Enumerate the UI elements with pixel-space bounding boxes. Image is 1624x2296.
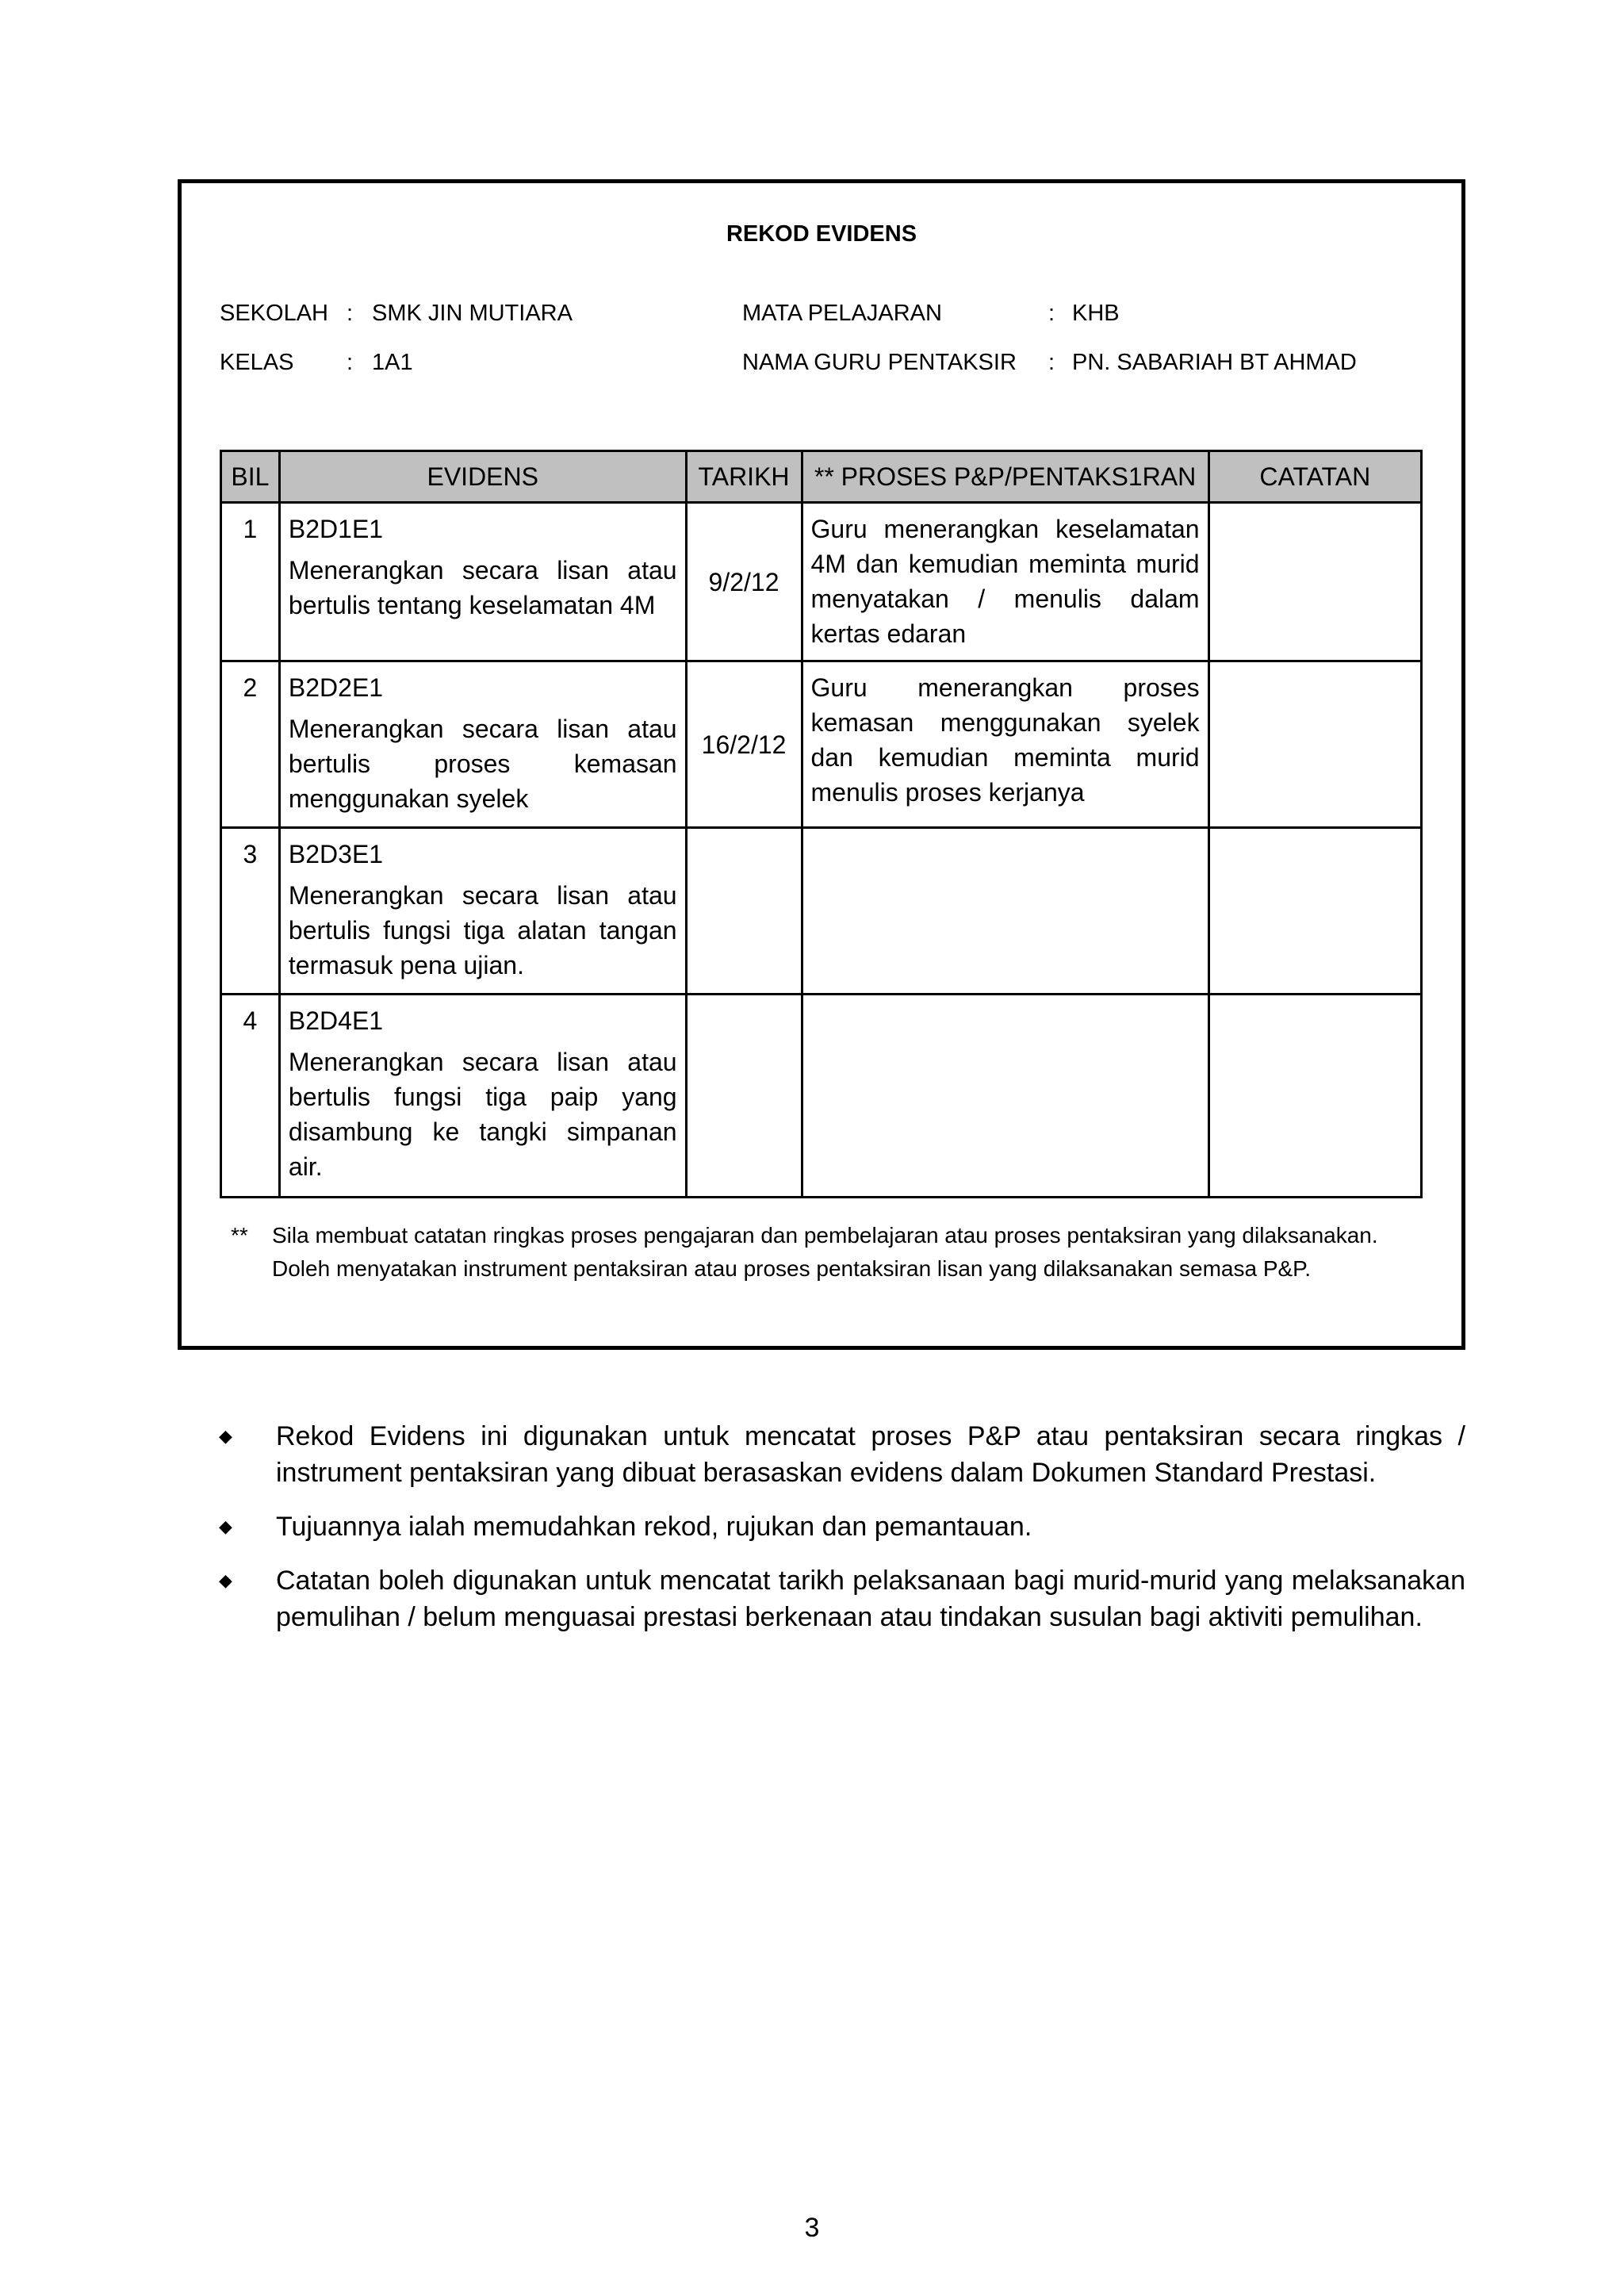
cell-bil: 1 [221, 503, 280, 661]
evidence-description: Menerangkan secara lisan atau bertulis fungsi tiga paip yang disambung ke tangki simpanan air. [288, 1048, 677, 1181]
notes-list [214, 1418, 1465, 1653]
cell-evidens [279, 995, 686, 1198]
cell-evidens [279, 661, 686, 828]
evidence-description: Menerangkan secara lisan atau bertulis proses kemasan menggunakan syelek [288, 715, 677, 813]
evidence-description: Menerangkan secara lisan atau bertulis tentang keselamatan 4M [288, 556, 677, 619]
header-proses: ** PROSES P&P/PENTAKS1RAN [802, 451, 1208, 503]
mapel-label: MATA PELAJARAN [742, 301, 942, 326]
cell-bil: 3 [221, 828, 280, 995]
form-title: REKOD EVIDENS [726, 221, 917, 247]
note-text: Tujuannya ialah memudahkan rekod, rujukan dan pemantauan. [276, 1512, 1032, 1542]
evidence-code: B2D3E1 [288, 840, 384, 868]
cell-tarikh [686, 995, 802, 1198]
evidence-code: B2D1E1 [288, 515, 384, 543]
header-evidens: EVIDENS [279, 451, 686, 503]
cell-evidens [279, 503, 686, 661]
kelas-label: KELAS [220, 350, 294, 375]
note-text: Rekod Evidens ini digunakan untuk mencatat proses P&P atau pentaksiran secara ringkas / instrument pentaksiran yang dibuat berasaskan evidens dalam Dokumen Standard Prestasi. [276, 1421, 1465, 1488]
cell-evidens [279, 828, 686, 995]
table-row [221, 503, 1422, 661]
sekolah-value: SMK JIN MUTIARA [372, 301, 573, 326]
cell-tarikh: 9/2/12 [686, 503, 802, 661]
page-number: 3 [804, 2213, 820, 2243]
header-catatan: CATATAN [1208, 451, 1421, 503]
meta-sekolah [220, 301, 775, 332]
evidence-table [220, 450, 1423, 1198]
meta-guru [742, 350, 1424, 381]
meta-kelas [220, 350, 775, 381]
guru-value: PN. SABARIAH BT AHMAD [1072, 350, 1357, 375]
kelas-colon: : [347, 350, 354, 375]
kelas-value: 1A1 [372, 350, 413, 375]
diamond-bullet-icon: ◆ [219, 1570, 232, 1590]
cell-bil: 2 [221, 661, 280, 828]
list-item [214, 1562, 1465, 1635]
evidence-description: Menerangkan secara lisan atau bertulis fungsi tiga alatan tangan termasuk pena ujian. [288, 881, 677, 979]
cell-proses: Guru menerangkan proses kemasan menggunakan syelek dan kemudian meminta murid menulis proses kerjanya [802, 661, 1208, 828]
footnote-text: Sila membuat catatan ringkas proses pengajaran dan pembelajaran atau proses pentaksiran yang dilaksanakan. Doleh menyatakan instrument pentaksiran atau proses pentaksiran lisan yang dilaksanakan semasa P&P. [272, 1223, 1378, 1281]
table-row [221, 661, 1422, 828]
list-item [214, 1418, 1465, 1491]
cell-proses: Guru menerangkan keselamatan 4M dan kemudian meminta murid menyatakan / menulis dalam kertas edaran [802, 503, 1208, 661]
diamond-bullet-icon: ◆ [219, 1516, 232, 1536]
guru-colon: : [1048, 350, 1055, 375]
table-row [221, 995, 1422, 1198]
evidence-code: B2D2E1 [288, 673, 384, 702]
evidence-record-form [178, 179, 1465, 1350]
cell-catatan [1208, 503, 1421, 661]
mapel-value: KHB [1072, 301, 1120, 326]
header-bil: BIL [221, 451, 280, 503]
table-header-row [221, 451, 1422, 503]
cell-proses [802, 828, 1208, 995]
meta-mata-pelajaran [742, 301, 1424, 332]
mapel-colon: : [1048, 301, 1055, 326]
cell-bil: 4 [221, 995, 280, 1198]
cell-catatan [1208, 995, 1421, 1198]
cell-catatan [1208, 661, 1421, 828]
header-tarikh: TARIKH [686, 451, 802, 503]
cell-catatan [1208, 828, 1421, 995]
table-row [221, 828, 1422, 995]
cell-proses [802, 995, 1208, 1198]
cell-tarikh: 16/2/12 [686, 661, 802, 828]
sekolah-label: SEKOLAH [220, 301, 328, 326]
footnote-marker: ** [231, 1223, 248, 1248]
guru-label: NAMA GURU PENTAKSIR [742, 350, 1017, 375]
cell-tarikh [686, 828, 802, 995]
diamond-bullet-icon: ◆ [219, 1426, 232, 1446]
note-text: Catatan boleh digunakan untuk mencatat tarikh pelaksanaan bagi murid-murid yang melaksanakan pemulihan / belum menguasai prestasi berkenaan atau tindakan susulan bagi aktiviti pemulihan. [276, 1566, 1465, 1632]
list-item [214, 1508, 1465, 1545]
sekolah-colon: : [347, 301, 354, 326]
evidence-code: B2D4E1 [288, 1006, 384, 1035]
